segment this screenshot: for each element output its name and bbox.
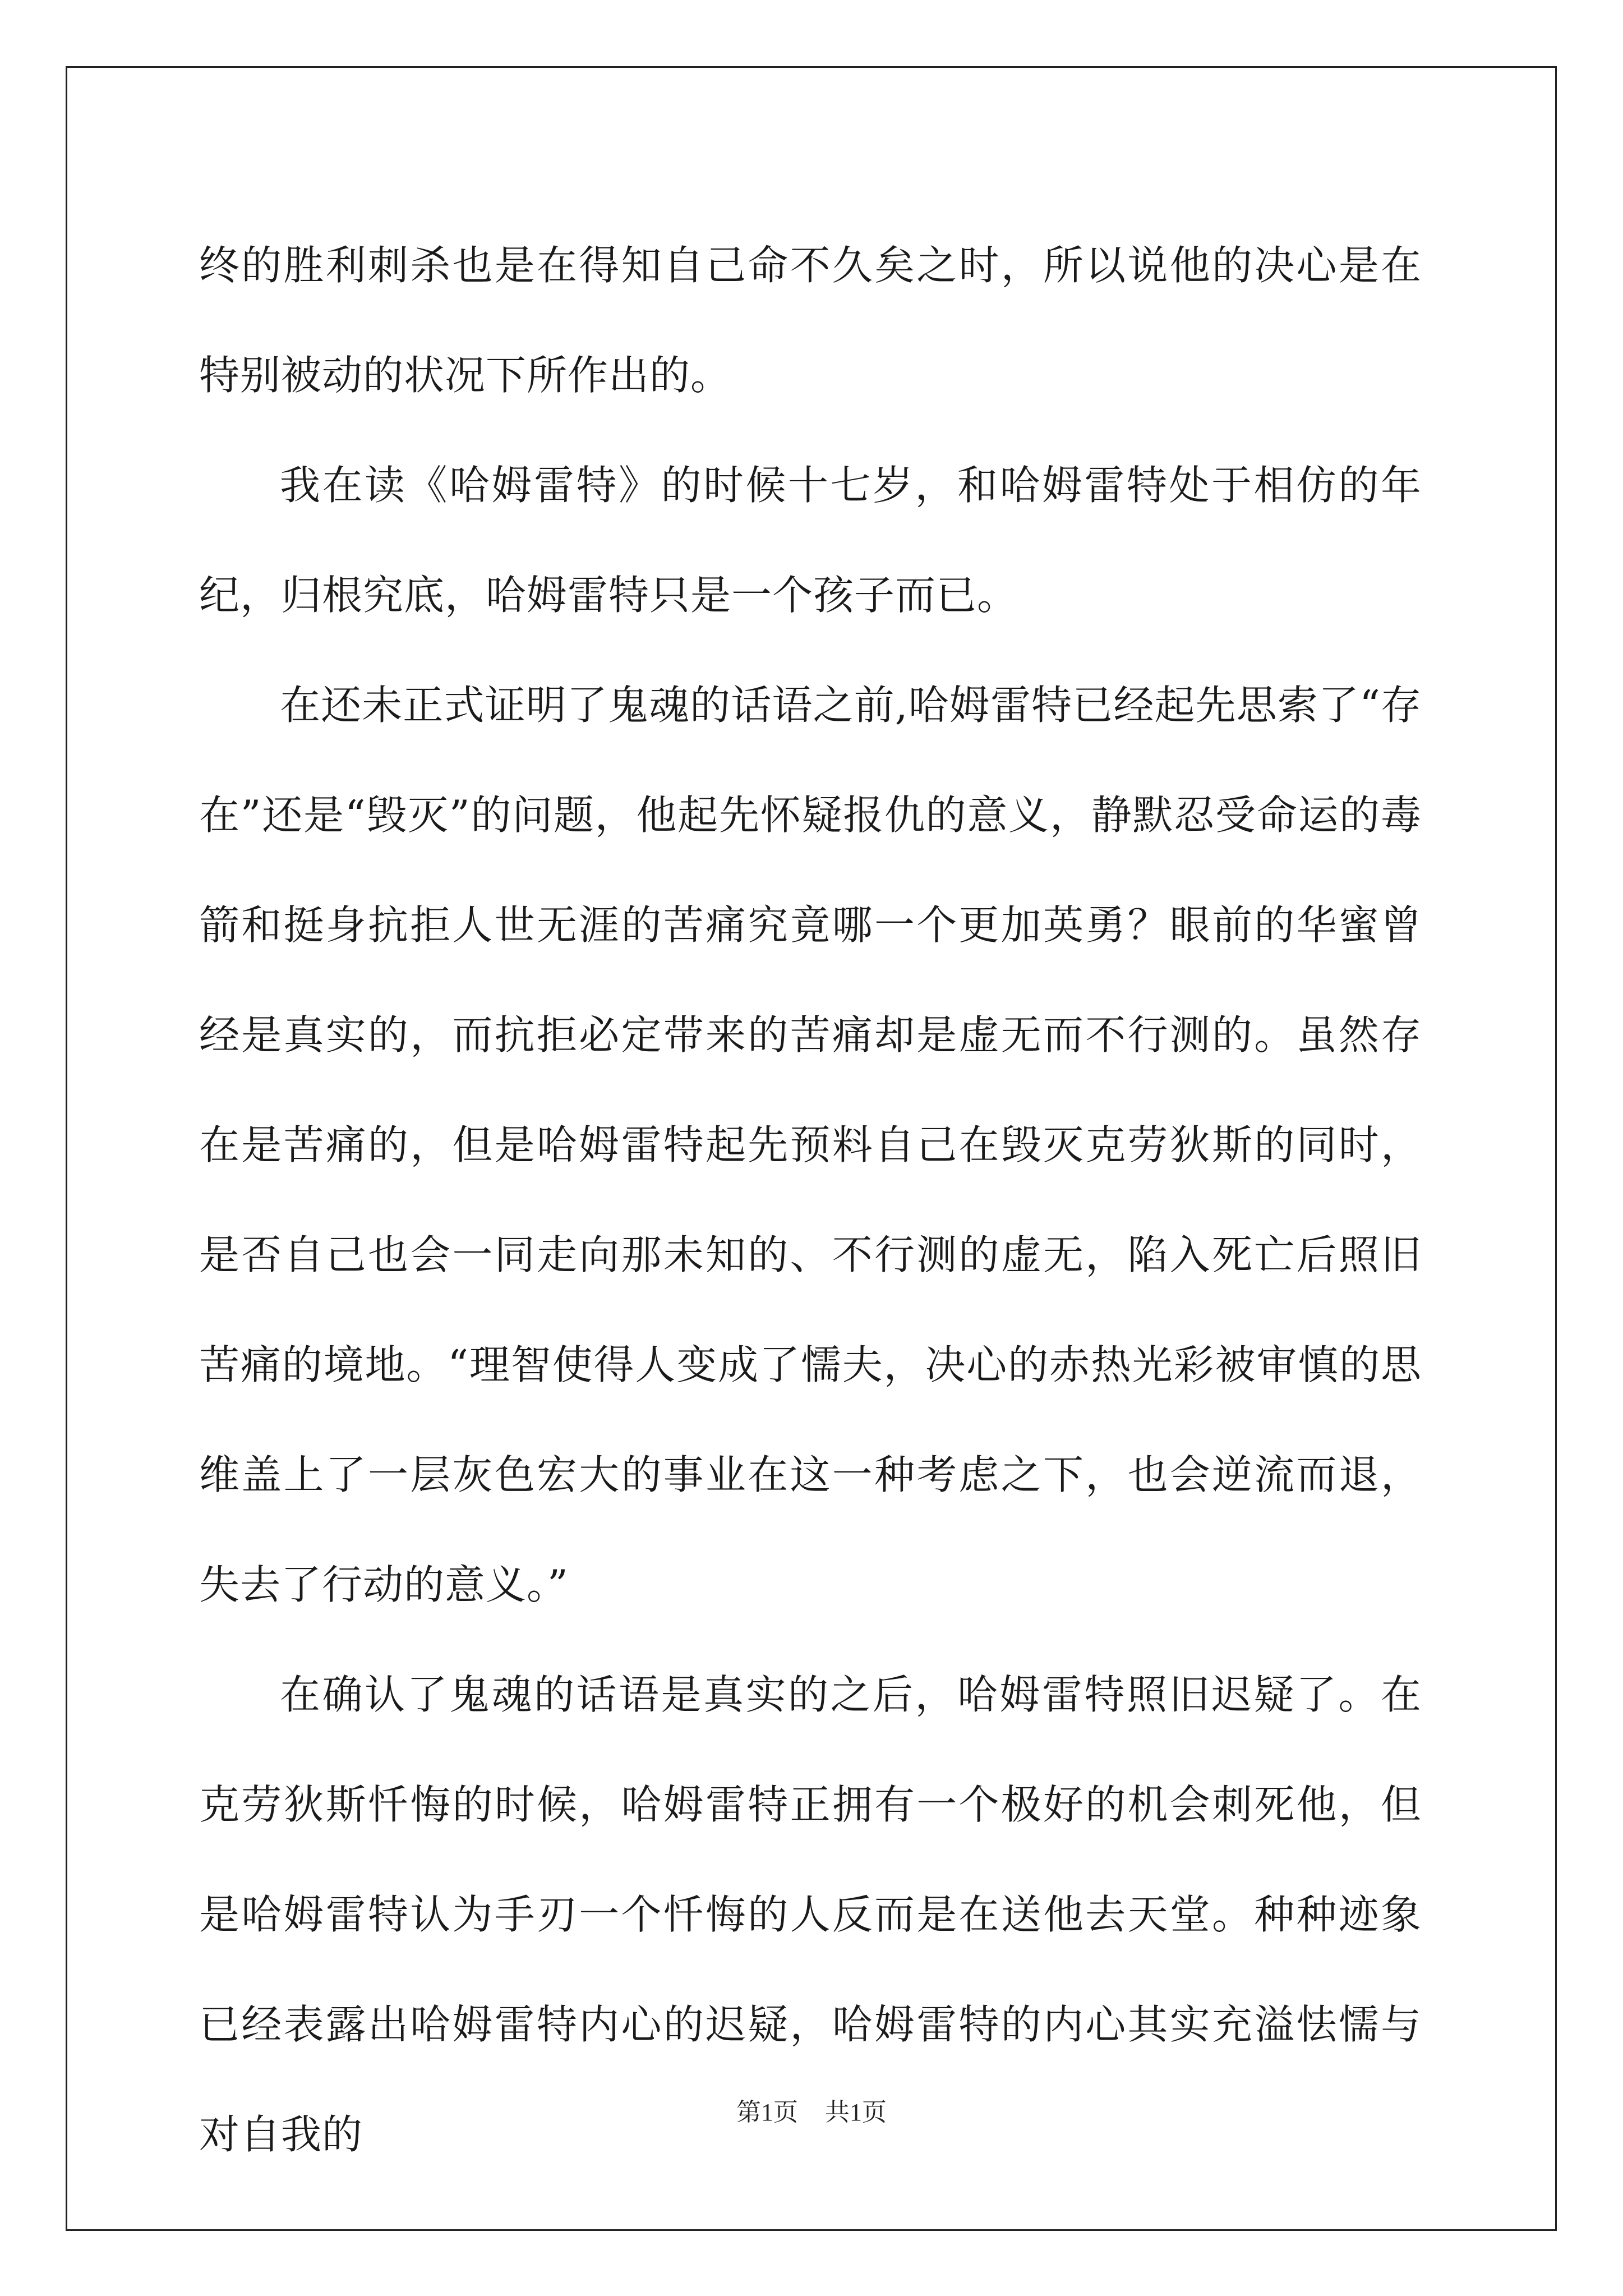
paragraph-continuation: 终的胜利刺杀也是在得知自己命不久矣之时，所以说他的决心是在特别被动的状况下所作出的。 (199, 242, 1422, 399)
paragraph: 我在读《哈姆雷特》的时候十七岁，和哈姆雷特处于相仿的年纪，归根究底，哈姆雷特只是一个孩子而已。 (199, 462, 1422, 619)
document-body (199, 210, 1422, 2189)
page-total: 共1页 (825, 2099, 887, 2126)
paragraph: 在还未正式证明了鬼魂的话语之前,哈姆雷特已经起先思索了“存在”还是“毁灭”的问题，他起先怀疑报仇的意义，静默忍受命运的毒箭和挺身抗拒人世无涯的苦痛究竟哪一个更加英勇？眼前的华蜜曾经是真实的，而抗拒必定带来的苦痛却是虚无而不行测的。虽然存在是苦痛的，但是哈姆雷特起先预料自己在毁灭克劳狄斯的同时，是否自己也会一同走向那未知的、不行测的虚无，陷入死亡后照旧苦痛的境地。“理智使得人变成了懦夫，决心的赤热光彩被审慎的思维盖上了一层灰色宏大的事业在这一种考虑之下，也会逆流而退，失去了行动的意义。” (199, 682, 1422, 1608)
paragraph: 在确认了鬼魂的话语是真实的之后，哈姆雷特照旧迟疑了。在克劳狄斯忏悔的时候，哈姆雷特正拥有一个极好的机会刺死他，但是哈姆雷特认为手刃一个忏悔的人反而是在送他去天堂。种种迹象已经表露出哈姆雷特内心的迟疑，哈姆雷特的内心其实充溢怯懦与对自我的 (199, 1671, 1422, 2158)
page-number: 第1页 (736, 2099, 798, 2126)
page-footer (0, 2096, 1623, 2129)
